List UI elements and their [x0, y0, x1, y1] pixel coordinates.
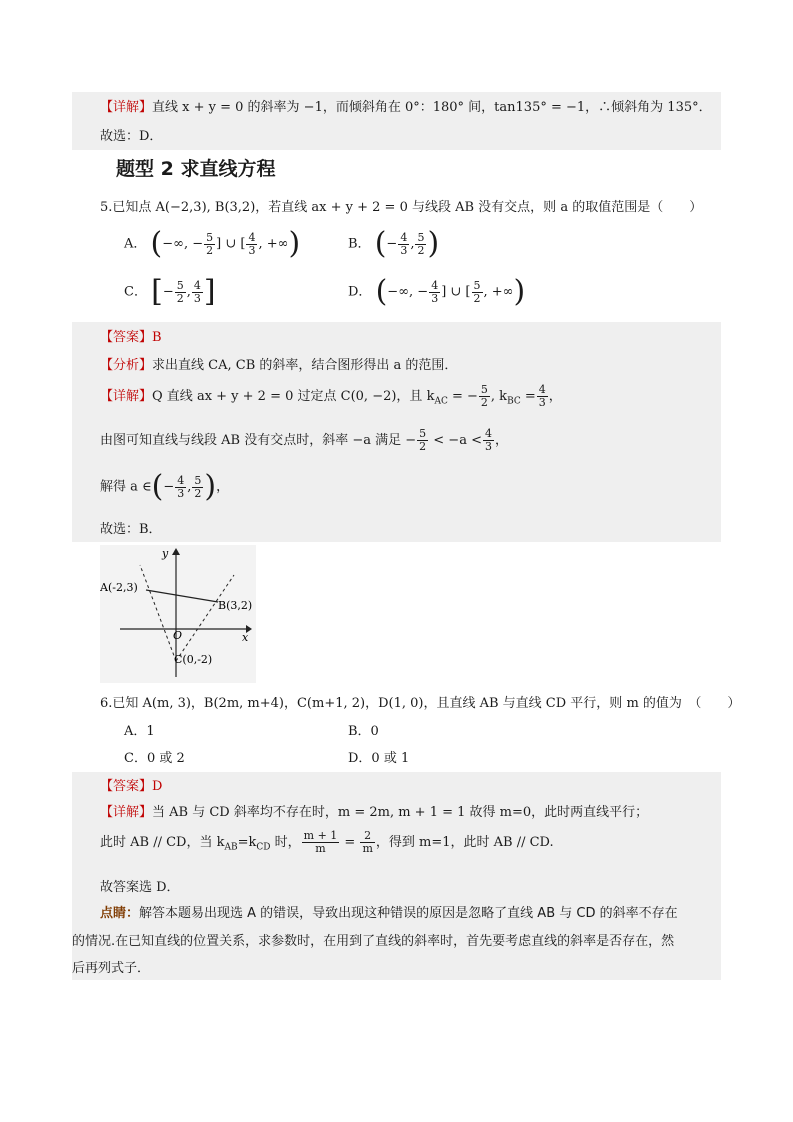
q6-detail-line2: 此时 AB // CD，当 $k_{AB}=k_{CD}$ 时， $\frac{m + 1}{m}$ = $\frac{2}{m}$ ，得到 m=1，此时 AB // CD.	[100, 829, 554, 855]
q5-option-c: C． [− $\frac{5}{2}$ , $\frac{4}{3}$ ]	[124, 274, 216, 309]
q5-detail-line1: 【详解】Q 直线 ax + y + 2 = 0 过定点 C(0, −2)，且 $k_{AC}$ = − $\frac{5}{2}$ , $k_{BC}$ = $\frac{4}{3}$ ，	[100, 383, 562, 409]
detail-prev-tag: 【详解】	[100, 100, 153, 115]
q5-stem: 5.已知点 A(−2,3), B(3,2)，若直线 ax + y + 2 = 0 与线段 AB 没有交点，则 a 的取值范围是（ ）	[100, 200, 703, 215]
y-arrow	[172, 548, 180, 555]
q6-option-a: A．1	[124, 724, 155, 739]
q6-detail-line1: 【详解】当 AB 与 CD 斜率均不存在时，m = 2m, m + 1 = 1 故得 m=0，此时两直线平行；	[100, 805, 649, 820]
detail-prev-line	[100, 96, 712, 115]
q6-stem: 6.已知 A(m, 3)，B(2m, m+4)，C(m+1, 2)，D(1, 0)，且直线 AB 与直线 CD 平行，则 m 的值为 （ ）	[100, 696, 741, 711]
q6-answer: 【答案】D	[100, 779, 163, 794]
point-b-label: B(3,2)	[218, 599, 253, 612]
point-a-label: A(-2,3)	[100, 581, 138, 594]
q5-analysis: 【分析】求出直线 CA, CB 的斜率，结合图形得出 a 的范围．	[100, 358, 458, 373]
section-title: 题型 2 求直线方程	[116, 158, 276, 180]
q6-option-b: B．0	[348, 724, 379, 739]
q5-select: 故选：B．	[100, 522, 162, 537]
q6-note-line3: 后再列式子．	[72, 961, 151, 976]
detail-prev-answer: 故选：D．	[100, 129, 163, 144]
q6-note-line2: 的情况.在已知直线的位置关系，求参数时，在用到了直线的斜率时，首先要考虑直线的斜率是否存在，然	[72, 934, 675, 949]
x-label: x	[242, 631, 249, 644]
q5-option-d: D． (−∞, − $\frac{4}{3}$ ] ∪ [ $\frac{5}{2}$ , +∞)	[348, 274, 526, 309]
dashed-line-cb	[176, 575, 234, 661]
q5-option-a: A． (−∞, − $\frac{5}{2}$ ] ∪ [ $\frac{4}{3}$ , +∞)	[124, 226, 301, 261]
q5-option-b: B． (− $\frac{4}{3}$ , $\frac{5}{2}$ )	[348, 226, 440, 261]
origin-label: O	[173, 629, 183, 642]
dashed-line-ca	[140, 565, 176, 661]
q5-figure	[100, 545, 256, 683]
q5-detail-line2: 由图可知直线与线段 AB 没有交点时，斜率 −a 满足 − $\frac{5}{2}$ < −a < $\frac{4}{3}$ ，	[100, 427, 508, 453]
point-c-label: C(0,-2)	[174, 653, 213, 666]
q5-answer: 【答案】B	[100, 330, 162, 345]
q6-note-line1: 点睛：解答本题易出现选 A 的错误，导致出现这种错误的原因是忽略了直线 AB 与 CD 的斜率不存在	[100, 906, 678, 921]
q6-option-c: C．0 或 2	[124, 751, 185, 766]
q6-select: 故答案选 D．	[100, 880, 180, 895]
q5-detail-line3: 解得 a ∈(− $\frac{4}{3}$ , $\frac{5}{2}$ )，	[100, 469, 230, 504]
segment-ab	[146, 590, 218, 602]
y-label: y	[162, 547, 169, 560]
q6-option-d: D．0 或 1	[348, 751, 410, 766]
detail-prev-text: 直线 x + y = 0 的斜率为 −1，而倾斜角在 0°：180° 间，tan135° = −1，∴倾斜角为 135°．	[152, 100, 712, 115]
